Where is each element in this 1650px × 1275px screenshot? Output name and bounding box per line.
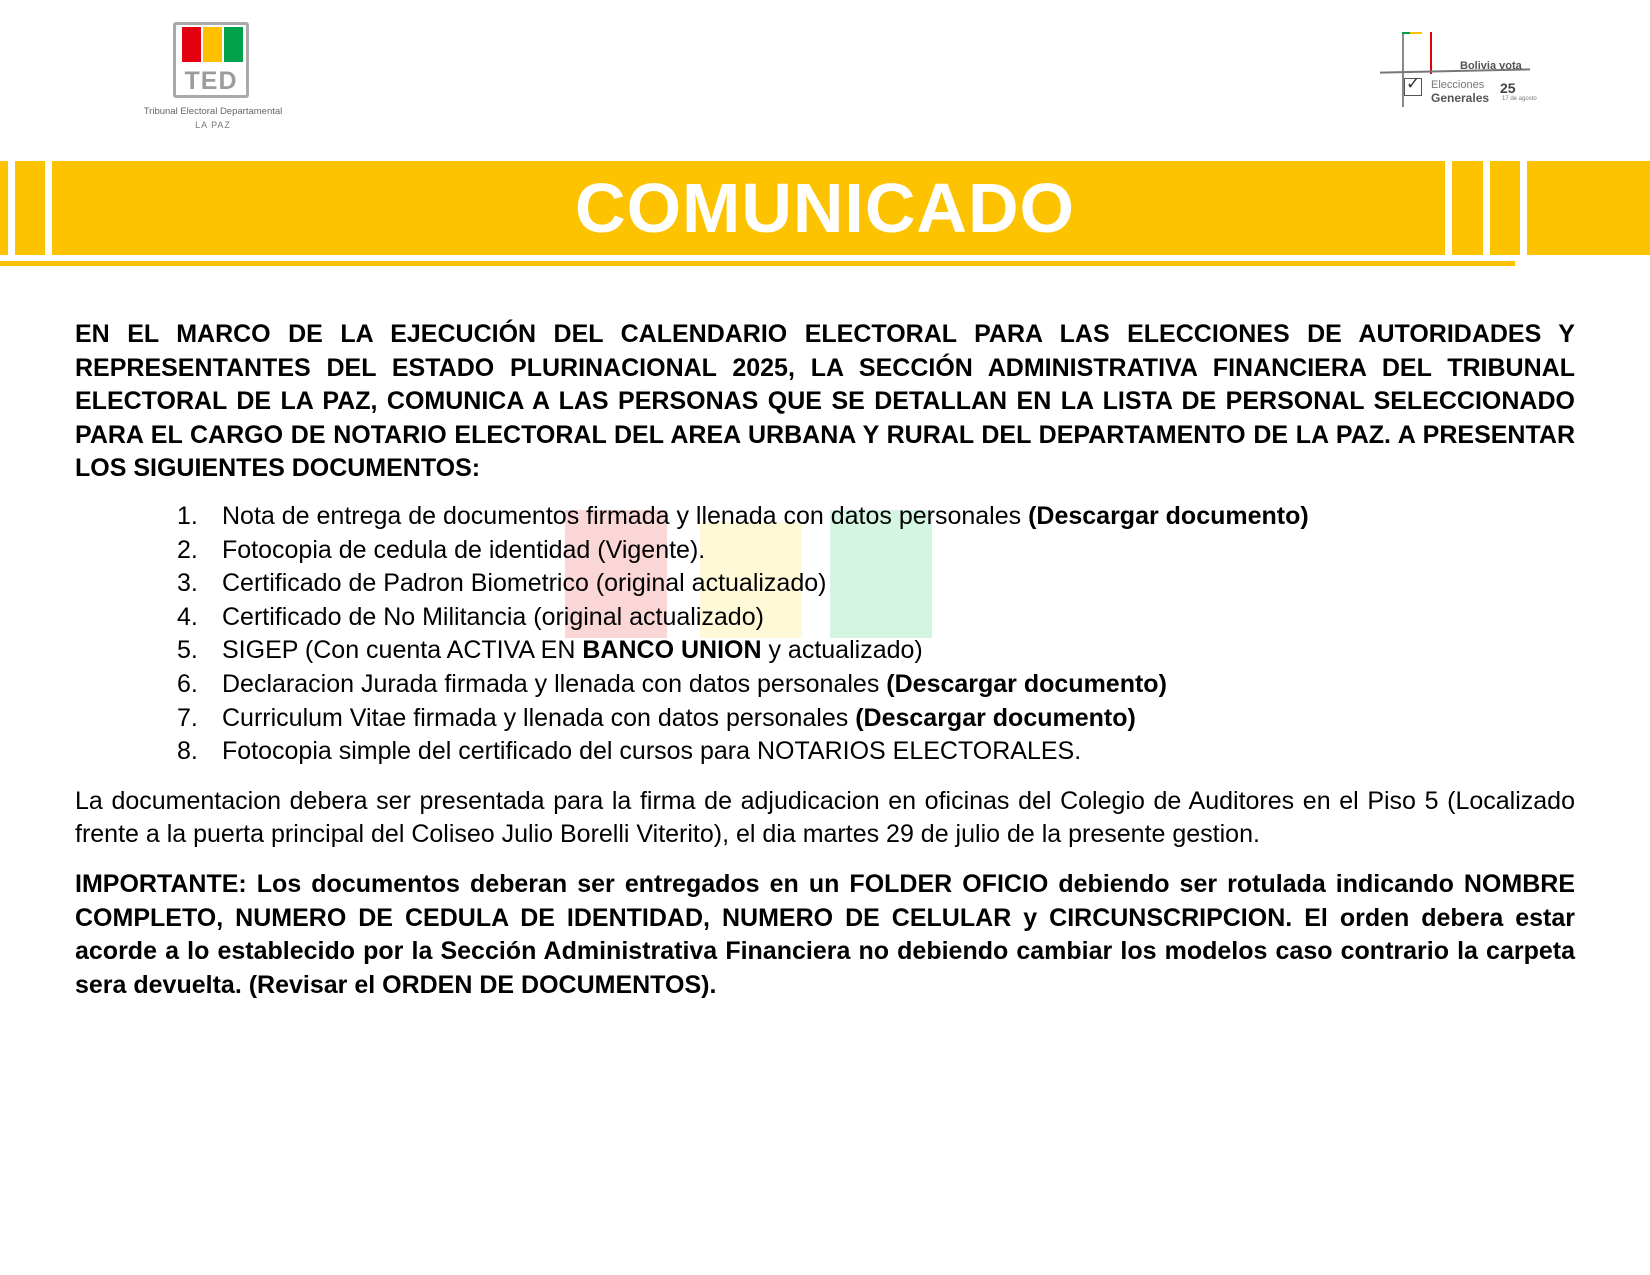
list-number: 7. bbox=[177, 703, 198, 732]
logo-frame-yellow bbox=[1410, 32, 1422, 34]
list-number: 3. bbox=[177, 569, 198, 598]
logo-tagline: Bolivia vota bbox=[1460, 60, 1522, 72]
list-item bbox=[75, 534, 1575, 568]
list-text: Certificado de Padron Biometrico (original actualizado) bbox=[222, 569, 827, 598]
list-item bbox=[75, 735, 1575, 769]
bolivia-vota-logo bbox=[1380, 32, 1540, 112]
list-item bbox=[75, 601, 1575, 635]
list-text: Curriculum Vitae firmada y llenada con datos personales bbox=[222, 703, 856, 732]
documents-list bbox=[75, 500, 1575, 769]
ted-full-name: Tribunal Electoral Departamental bbox=[143, 106, 283, 117]
flag-red-stripe bbox=[182, 27, 201, 62]
list-item bbox=[75, 634, 1575, 668]
list-text: Declaracion Jurada firmada y llenada con datos personales bbox=[222, 669, 887, 698]
logo-year: 25 bbox=[1500, 80, 1516, 96]
banner-underline bbox=[0, 261, 1515, 266]
list-number: 6. bbox=[177, 669, 198, 698]
list-text: SIGEP (Con cuenta ACTIVA EN bbox=[222, 636, 583, 665]
list-text: Fotocopia simple del certificado del cursos para NOTARIOS ELECTORALES. bbox=[222, 737, 1082, 766]
list-text-after: y actualizado) bbox=[761, 636, 923, 665]
list-text: Nota de entrega de documentos firmada y llenada con datos personales bbox=[222, 501, 1029, 530]
list-number: 4. bbox=[177, 602, 198, 631]
list-number: 5. bbox=[177, 636, 198, 665]
list-item bbox=[75, 668, 1575, 702]
ted-logo bbox=[128, 20, 298, 132]
list-number: 2. bbox=[177, 535, 198, 564]
download-link[interactable]: (Descargar documento) bbox=[886, 669, 1167, 698]
list-item bbox=[75, 702, 1575, 736]
list-number: 1. bbox=[177, 501, 198, 530]
flag-yellow-stripe bbox=[203, 27, 222, 62]
ted-letters: TED bbox=[184, 67, 238, 95]
comunicado-banner bbox=[0, 161, 1650, 255]
list-number: 8. bbox=[177, 737, 198, 766]
page-title: COMUNICADO bbox=[575, 169, 1075, 247]
presentation-paragraph: La documentacion debera ser presentada para la firma de adjudicacion en oficinas del Colegio de Auditores en el Piso 5 (Localizado frente a la puerta principal del Coliseo Julio Borelli Viterito), el dia martes 29 de julio de la presente gestion. bbox=[75, 786, 1575, 849]
flag-green-stripe bbox=[224, 27, 243, 62]
ted-city: LA PAZ bbox=[195, 120, 231, 130]
list-text: Certificado de No Militancia (original actualizado) bbox=[222, 602, 764, 631]
checkmark-icon: ✓ bbox=[1406, 74, 1421, 93]
bank-name: BANCO UNION bbox=[582, 636, 762, 665]
logo-elecciones: Elecciones bbox=[1431, 79, 1485, 91]
list-text: Fotocopia de cedula de identidad (Vigente). bbox=[222, 535, 706, 564]
document-body bbox=[75, 318, 1575, 1002]
logo-generales: Generales bbox=[1431, 91, 1490, 105]
download-link[interactable]: (Descargar documento) bbox=[855, 703, 1136, 732]
important-notice: IMPORTANTE: Los documentos deberan ser entregados en un FOLDER OFICIO debiendo ser rotulada indicando NOMBRE COMPLETO, NUMERO DE CEDULA DE IDENTIDAD, NUMERO DE CELULAR y CIRCUNSCRIPCION. El orden debera estar acorde a lo establecido por la Sección Administrativa Financiera no debiendo cambiar los modelos caso contrario la carpeta sera devuelta. (Revisar el ORDEN DE DOCUMENTOS). bbox=[75, 869, 1575, 999]
list-item bbox=[75, 567, 1575, 601]
list-item bbox=[75, 500, 1575, 534]
intro-paragraph: EN EL MARCO DE LA EJECUCIÓN DEL CALENDARIO ELECTORAL PARA LAS ELECCIONES DE AUTORIDADES Y REPRESENTANTES DEL ESTADO PLURINACIONAL 2025, LA SECCIÓN ADMINISTRATIVA FINANCIERA DEL TRIBUNAL ELECTORAL DE LA PAZ, COMUNICA A LAS PERSONAS QUE SE DETALLAN EN LA LISTA DE PERSONAL SELECCIONADO PARA EL CARGO DE NOTARIO ELECTORAL DEL AREA URBANA Y RURAL DEL DEPARTAMENTO DE LA PAZ. A PRESENTAR LOS SIGUIENTES DOCUMENTOS: bbox=[75, 320, 1575, 483]
ted-logo-icon bbox=[173, 22, 249, 98]
logo-date: 17 de agosto bbox=[1502, 96, 1537, 102]
download-link[interactable]: (Descargar documento) bbox=[1028, 501, 1309, 530]
logo-frame-red bbox=[1430, 32, 1432, 74]
